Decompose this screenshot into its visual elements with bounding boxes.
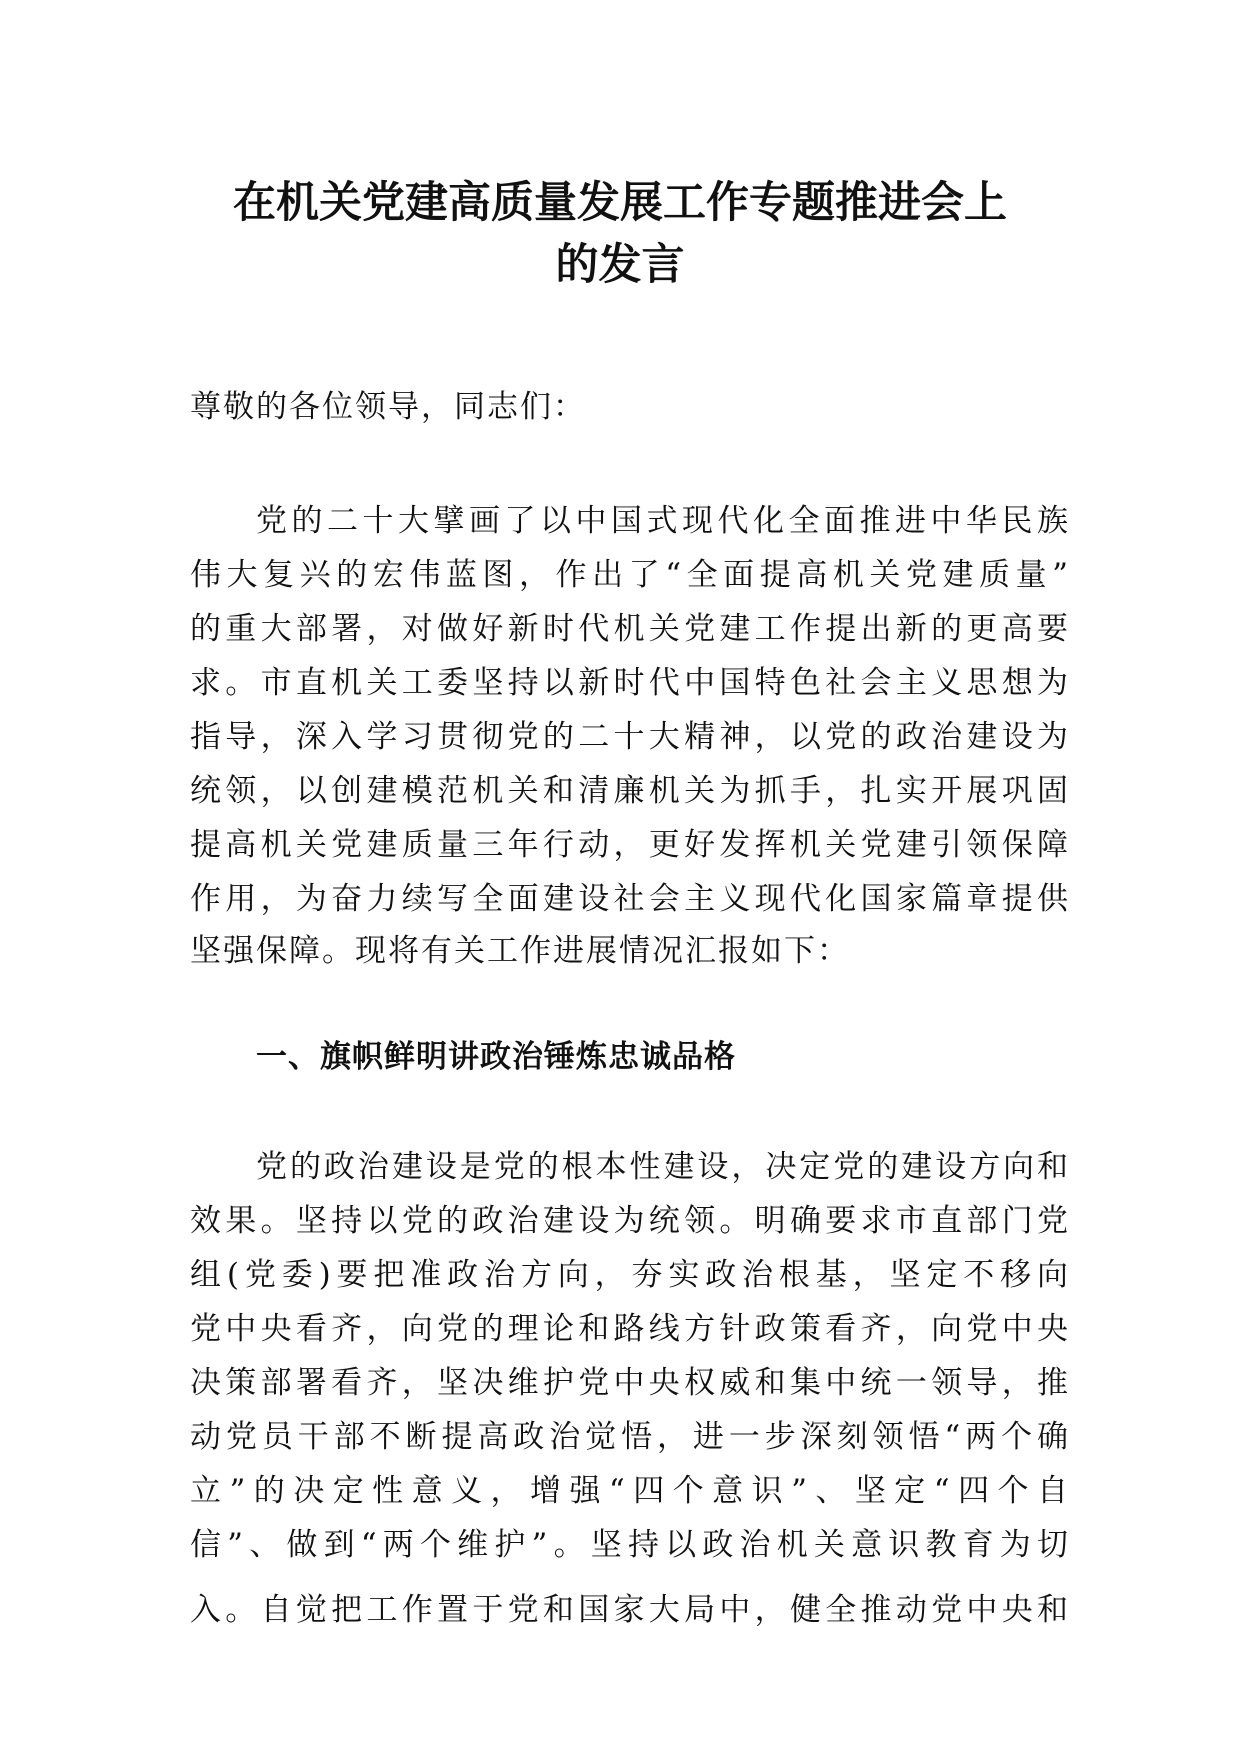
paragraph-line: 决策部署看齐，坚决维护党中央权威和集中统一领导，推	[190, 1365, 1070, 1401]
paragraph-line: 统领，以创建模范机关和清廉机关为抓手，扎实开展巩固	[190, 773, 1070, 809]
paragraph-line: 效果。坚持以党的政治建设为统领。明确要求市直部门党	[190, 1203, 1070, 1239]
paragraph-1-last-line: 坚强保障。现将有关工作进展情况汇报如下：	[190, 933, 850, 969]
salutation: 尊敬的各位领导，同志们：	[190, 389, 586, 425]
paragraph-2	[190, 1140, 1070, 1572]
paragraph-2-last-line: 入。自觉把工作置于党和国家大局中，健全推动党中央和	[190, 1592, 1070, 1628]
paragraph-1	[190, 494, 1070, 926]
paragraph-line: 党的政治建设是党的根本性建设，决定党的建设方向和	[256, 1149, 1070, 1185]
paragraph-line: 指导，深入学习贯彻党的二十大精神，以党的政治建设为	[190, 719, 1070, 755]
paragraph-line: 动党员干部不断提高政治觉悟，进一步深刻领悟“两个确	[190, 1419, 1070, 1455]
paragraph-line: 作用，为奋力续写全面建设社会主义现代化国家篇章提供	[190, 881, 1070, 917]
paragraph-line: 伟大复兴的宏伟蓝图，作出了“全面提高机关党建质量”	[190, 557, 1070, 593]
title-line-1: 在机关党建高质量发展工作专题推进会上	[233, 178, 1007, 228]
paragraph-line: 提高机关党建质量三年行动，更好发挥机关党建引领保障	[190, 827, 1070, 863]
paragraph-line: 党中央看齐，向党的理论和路线方针政策看齐，向党中央	[190, 1311, 1070, 1347]
paragraph-line: 党的二十大擘画了以中国式现代化全面推进中华民族	[256, 503, 1070, 539]
document-title	[150, 172, 1090, 296]
paragraph-line: 信”、做到“两个维护”。坚持以政治机关意识教育为切	[190, 1527, 1070, 1563]
paragraph-line: 的重大部署，对做好新时代机关党建工作提出新的更高要	[190, 611, 1070, 647]
paragraph-line: 求。市直机关工委坚持以新时代中国特色社会主义思想为	[190, 665, 1070, 701]
paragraph-line: 组(党委)要把准政治方向，夯实政治根基，坚定不移向	[190, 1257, 1070, 1293]
section-heading-1: 一、旗帜鲜明讲政治锤炼忠诚品格	[256, 1039, 736, 1075]
title-line-2: 的发言	[555, 240, 685, 290]
paragraph-line: 立”的决定性意义，增强“四个意识”、坚定“四个自	[190, 1473, 1070, 1509]
